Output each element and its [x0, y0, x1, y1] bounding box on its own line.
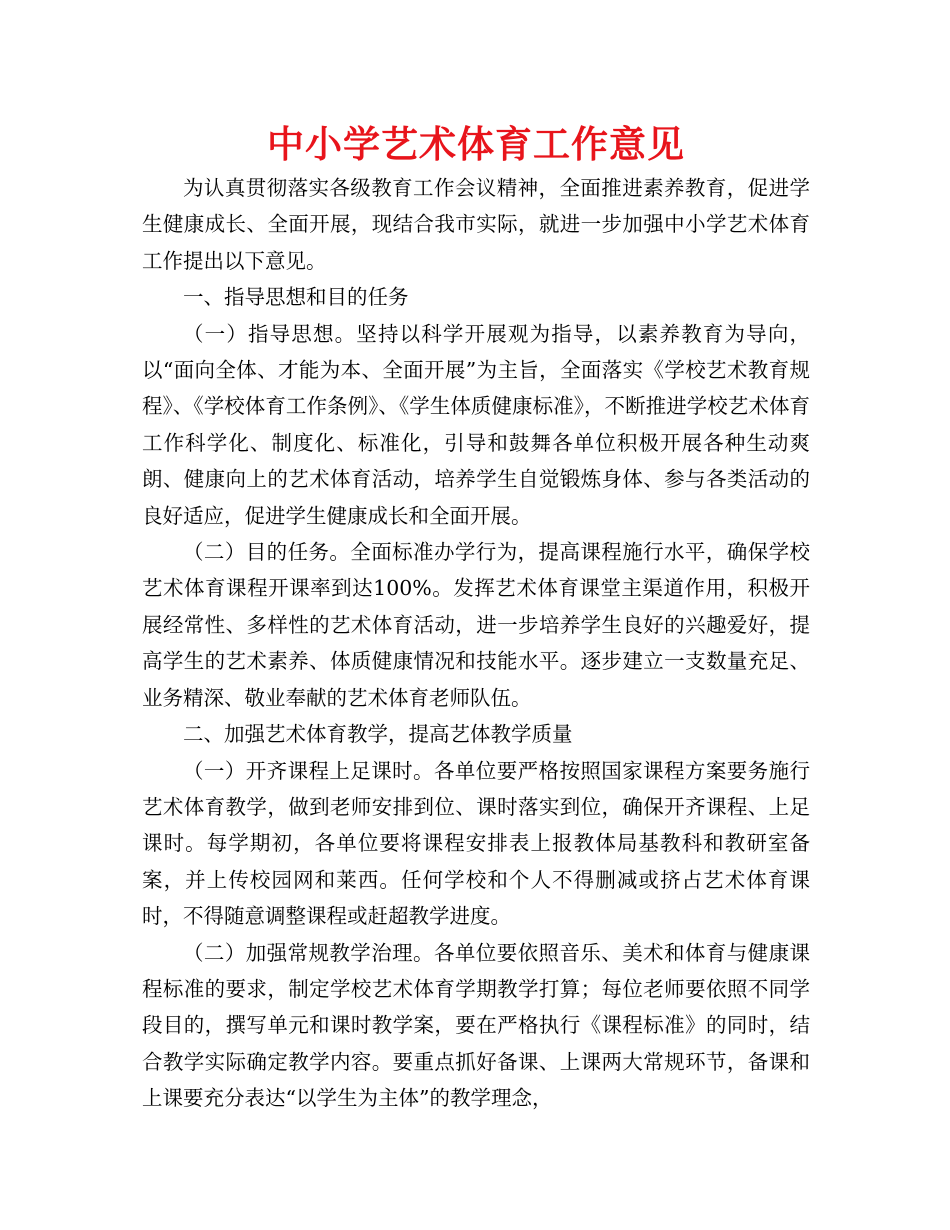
document-title: 中小学艺术体育工作意见 — [267, 122, 685, 166]
document-page — [142, 118, 810, 1117]
paragraph-courses: （一）开齐课程上足课时。各单位要严格按照国家课程方案要务施行艺术体育教学，做到老师安排到位、课时落实到位，确保开齐课程、上足课时。每学期初，各单位要将课程安排表上报教体局基教科和教研室备案，并上传校园网和莱西。任何学校和个人不得删减或挤占艺术体育课时，不得随意调整课程或赶超教学进度。 — [142, 758, 810, 929]
paragraph-objectives: （二）目的任务。全面标准办学行为，提高课程施行水平，确保学校艺术体育课程开课率到达100%。发挥艺术体育课堂主渠道作用，积极开展经常性、多样性的艺术体育活动，进一步培养学生良好的兴趣爱好，提高学生的艺术素养、体质健康情况和技能水平。逐步建立一支数量充足、业务精深、敬业奉献的艺术体育老师队伍。 — [142, 540, 810, 710]
section-heading-1: 一、指导思想和目的任务 — [183, 285, 409, 310]
paragraph-teaching-management: （二）加强常规教学治理。各单位要依照音乐、美术和体育与健康课程标准的要求，制定学校艺术体育学期教学打算；每位老师要依照不同学段目的，撰写单元和课时教学案，要在严格执行《课程标准》的同时，结合教学实际确定教学内容。要重点抓好备课、上课两大常规环节，备课和上课要充分表达“以学生为主体”的教学理念， — [142, 940, 810, 1111]
paragraph-guiding-ideology: （一）指导思想。坚持以科学开展观为指导，以素养教育为导向，以“面向全体、才能为本、全面开展”为主旨，全面落实《学校艺术教育规程》、《学校体育工作条例》、《学生体质健康标准》，不断推进学校艺术体育工作科学化、制度化、标准化，引导和鼓舞各单位积极开展各种生动爽朗、健康向上的艺术体育活动，培养学生自觉锻炼身体、参与各类活动的良好适应，促进学生健康成长和全面开展。 — [142, 321, 810, 528]
section-heading-2: 二、加强艺术体育教学，提高艺体教学质量 — [183, 722, 573, 747]
document-body — [142, 170, 810, 1117]
intro-paragraph: 为认真贯彻落实各级教育工作会议精神，全面推进素养教育，促进学生健康成长、全面开展，现结合我市实际，就进一步加强中小学艺术体育工作提出以下意见。 — [142, 176, 810, 273]
